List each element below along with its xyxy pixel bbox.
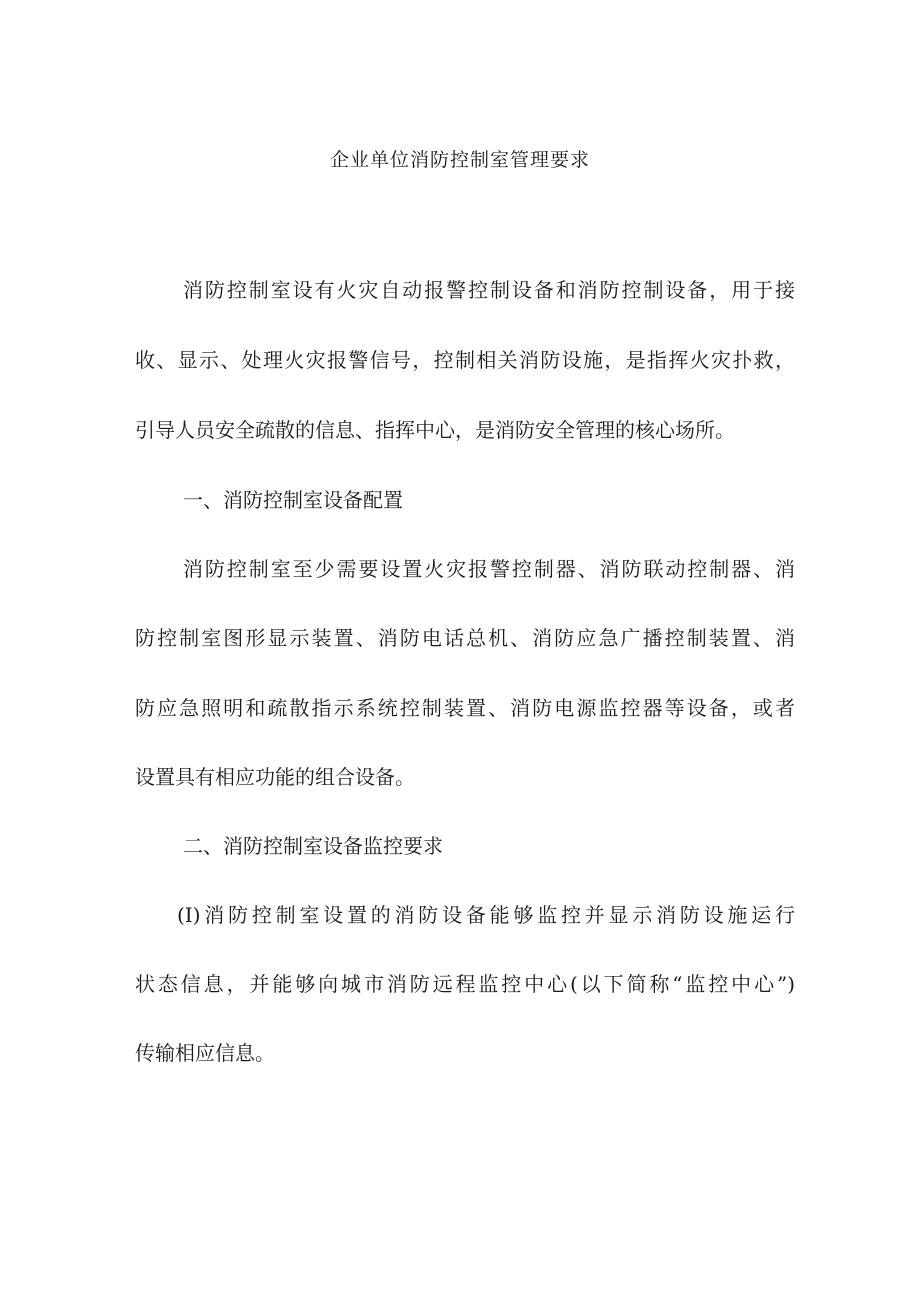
paragraph-2-line-2: 防控制室图形显示装置、消防电话总机、消防应急广播控制装置、消 [135,626,795,650]
paragraph-3-line-3: 传输相应信息。 [135,1041,275,1065]
paragraph-2-line-4: 设置具有相应功能的组合设备。 [135,765,415,789]
document-title: 企业单位消防控制室管理要求 [329,149,590,171]
paragraph-1-line-2: 收、显示、处理火灾报警信号，控制相关消防设施，是指挥火灾扑救， [135,348,795,372]
paragraph-3-line-2: 状态信息，并能够向城市消防远程监控中心(以下简称“监控中心”) [135,972,795,996]
paragraph-3-line-1: (I)消防控制室设置的消防设备能够监控并显示消防设施运行 [177,903,795,927]
paragraph-1-line-1: 消防控制室设有火灾自动报警控制设备和消防控制设备，用于接 [183,278,795,302]
paragraph-2-line-1: 消防控制室至少需要设置火灾报警控制器、消防联动控制器、消 [183,557,795,581]
paragraph-1-line-3: 引导人员安全疏散的信息、指挥中心，是消防安全管理的核心场所。 [135,418,735,442]
section-heading-1: 一、消防控制室设备配置 [183,488,403,512]
paragraph-2-line-3: 防应急照明和疏散指示系统控制装置、消防电源监控器等设备，或者 [135,696,795,720]
section-heading-2: 二、消防控制室设备监控要求 [183,834,443,858]
